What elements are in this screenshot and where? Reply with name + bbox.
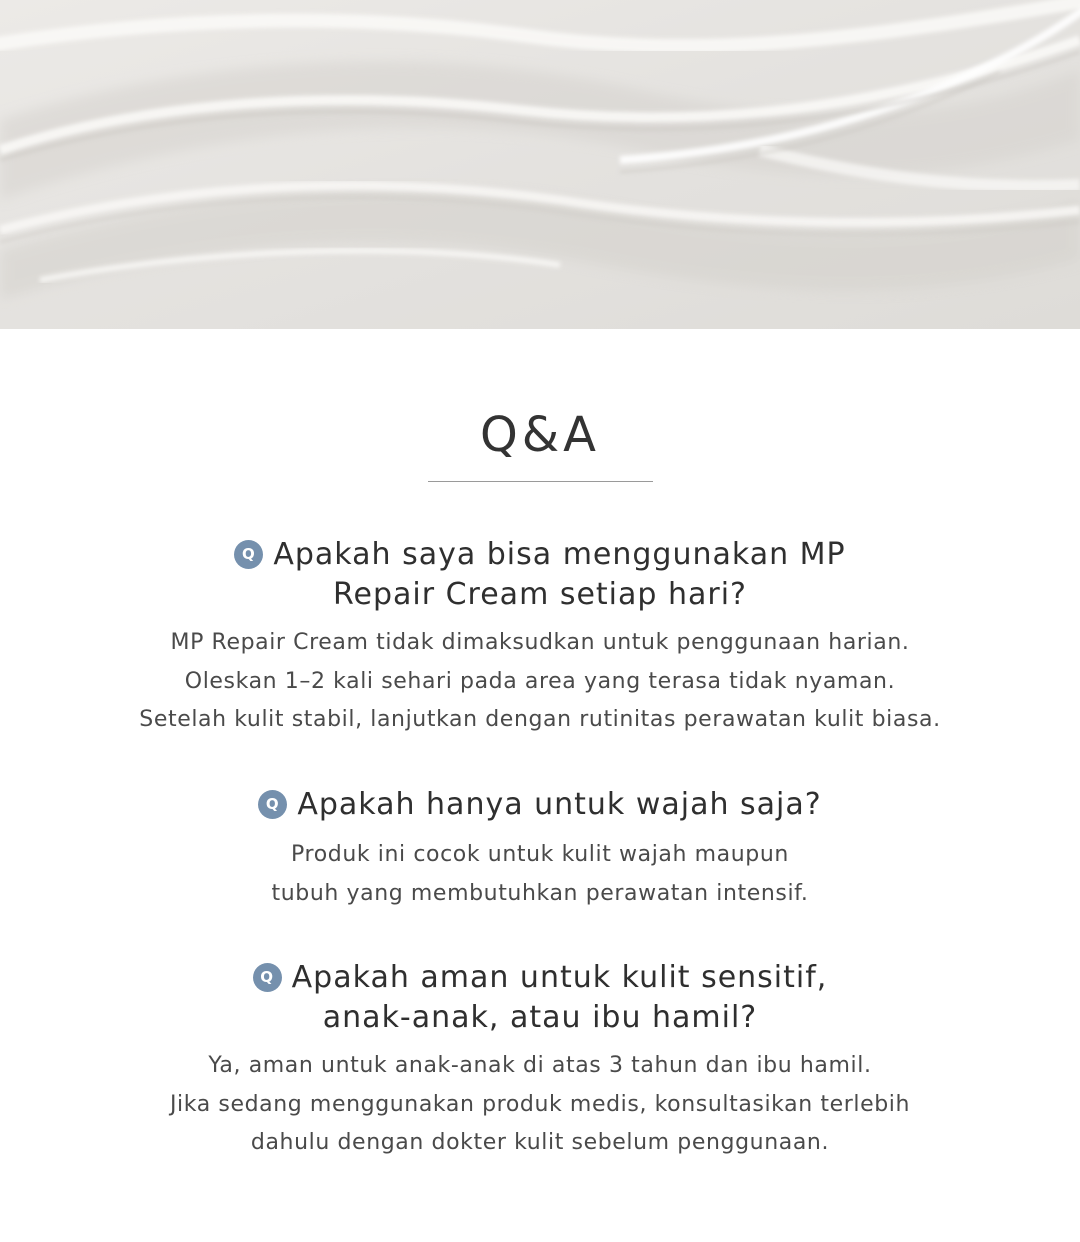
- q-badge-icon: Q: [253, 963, 282, 992]
- answer-line: Ya, aman untuk anak-anak di atas 3 tahun dan ibu hamil.: [208, 1053, 872, 1078]
- answer-line: Oleskan 1–2 kali sehari pada area yang terasa tidak nyaman.: [184, 668, 896, 694]
- section-title: Q&A: [479, 407, 601, 463]
- answer-line: MP Repair Cream tidak dimaksudkan untuk penggunaan harian.: [170, 630, 910, 655]
- answer: [0, 836, 1080, 913]
- qa-item-2: [0, 785, 1080, 913]
- question-line: Repair Cream setiap hari?: [333, 577, 747, 612]
- answer-line: dahulu dengan dokter kulit sebelum penggunaan.: [250, 1130, 830, 1155]
- question-text: Apakah aman untuk kulit sensitif,: [291, 960, 828, 995]
- title-divider: [428, 481, 653, 482]
- question-line: [0, 958, 1080, 998]
- qa-item-3: [0, 958, 1080, 1163]
- answer: [0, 624, 1080, 740]
- answer-line: Jika sedang menggunakan produk medis, konsultasikan terlebih: [169, 1091, 911, 1117]
- question-text: Apakah hanya untuk wajah saja?: [297, 787, 822, 822]
- question-line: [0, 535, 1080, 575]
- question-line: anak-anak, atau ibu hamil?: [322, 1000, 758, 1035]
- answer-line: tubuh yang membutuhkan perawatan intensif.: [271, 880, 809, 906]
- answer-line: Produk ini cocok untuk kulit wajah maupun: [291, 842, 789, 867]
- qa-item-1: [0, 535, 1080, 740]
- question-text: Apakah saya bisa menggunakan MP: [273, 537, 846, 572]
- q-badge-icon: Q: [258, 790, 287, 819]
- answer-line: Setelah kulit stabil, lanjutkan dengan rutinitas perawatan kulit biasa.: [139, 707, 941, 732]
- hero-cream-texture-image: [0, 0, 1080, 329]
- answer: [0, 1047, 1080, 1163]
- q-badge-icon: Q: [234, 540, 263, 569]
- question-line: [0, 785, 1080, 825]
